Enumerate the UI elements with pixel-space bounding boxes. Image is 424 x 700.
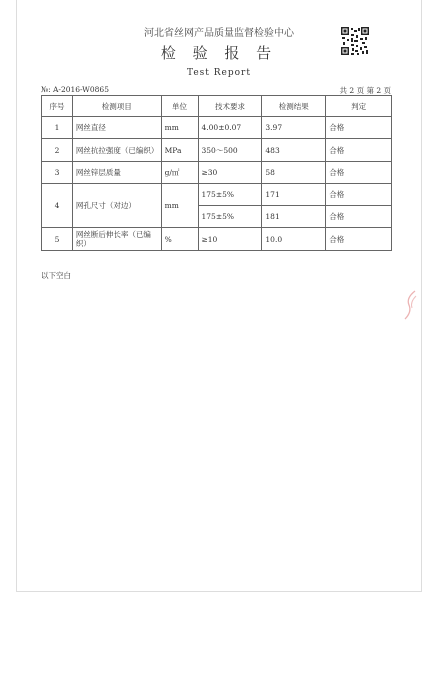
cell-item: 网丝抗拉强度（已编织）: [72, 139, 161, 162]
cell-item: 网丝直径: [72, 117, 161, 139]
cell-verdict: 合格: [326, 206, 392, 228]
cell-verdict: 合格: [326, 117, 392, 139]
table-row: [42, 117, 392, 139]
cell-result: 58: [262, 162, 326, 184]
table-row: [42, 139, 392, 162]
cell-no: 4: [42, 184, 73, 228]
cell-verdict: 合格: [326, 228, 392, 251]
cell-requirement: ≥30: [198, 162, 262, 184]
cell-result: 171: [262, 184, 326, 206]
cell-no: 1: [42, 117, 73, 139]
cell-item: 网丝锌层质量: [72, 162, 161, 184]
qr-code-icon: [340, 26, 370, 56]
table-header-row: [42, 96, 392, 117]
org-name: 河北省丝网产品质量监督检验中心: [144, 28, 294, 39]
cell-verdict: 合格: [326, 184, 392, 206]
column-header: 技术要求: [198, 96, 262, 117]
cell-unit: mm: [161, 184, 198, 228]
table-row: [42, 228, 392, 251]
column-header: 序号: [42, 96, 73, 117]
cell-result: 483: [262, 139, 326, 162]
cell-requirement: 350～500: [198, 139, 262, 162]
table-row: [42, 184, 392, 206]
report-subtitle: Test Report: [187, 68, 251, 78]
cell-unit: %: [161, 228, 198, 251]
column-header: 单位: [161, 96, 198, 117]
column-header: 检测结果: [262, 96, 326, 117]
cell-no: 5: [42, 228, 73, 251]
report-title: 检 验 报 告: [160, 44, 278, 62]
cell-requirement: 4.00±0.07: [198, 117, 262, 139]
cell-no: 3: [42, 162, 73, 184]
report-page: [17, 0, 421, 591]
cell-result: 3.97: [262, 117, 326, 139]
page-indicator: 共 2 页 第 2 页: [339, 86, 391, 95]
cell-result: 181: [262, 206, 326, 228]
cell-result: 10.0: [262, 228, 326, 251]
cell-requirement: 175±5%: [198, 184, 262, 206]
cell-verdict: 合格: [326, 139, 392, 162]
results-table: [41, 95, 392, 251]
column-header: 判定: [326, 96, 392, 117]
column-header: 检测项目: [72, 96, 161, 117]
cell-item: 网孔尺寸（对边）: [72, 184, 161, 228]
seal-stamp-fragment: [403, 290, 417, 320]
cell-no: 2: [42, 139, 73, 162]
cell-unit: mm: [161, 117, 198, 139]
cell-verdict: 合格: [326, 162, 392, 184]
cell-item: 网丝断后伸长率（已编织）: [72, 228, 161, 251]
blank-below-note: 以下空白: [41, 271, 71, 280]
table-row: [42, 162, 392, 184]
cell-unit: MPa: [161, 139, 198, 162]
cell-requirement: ≥10: [198, 228, 262, 251]
cell-requirement: 175±5%: [198, 206, 262, 228]
cell-unit: g/㎡: [161, 162, 198, 184]
report-number: №: A-2016-W0865: [41, 85, 109, 94]
